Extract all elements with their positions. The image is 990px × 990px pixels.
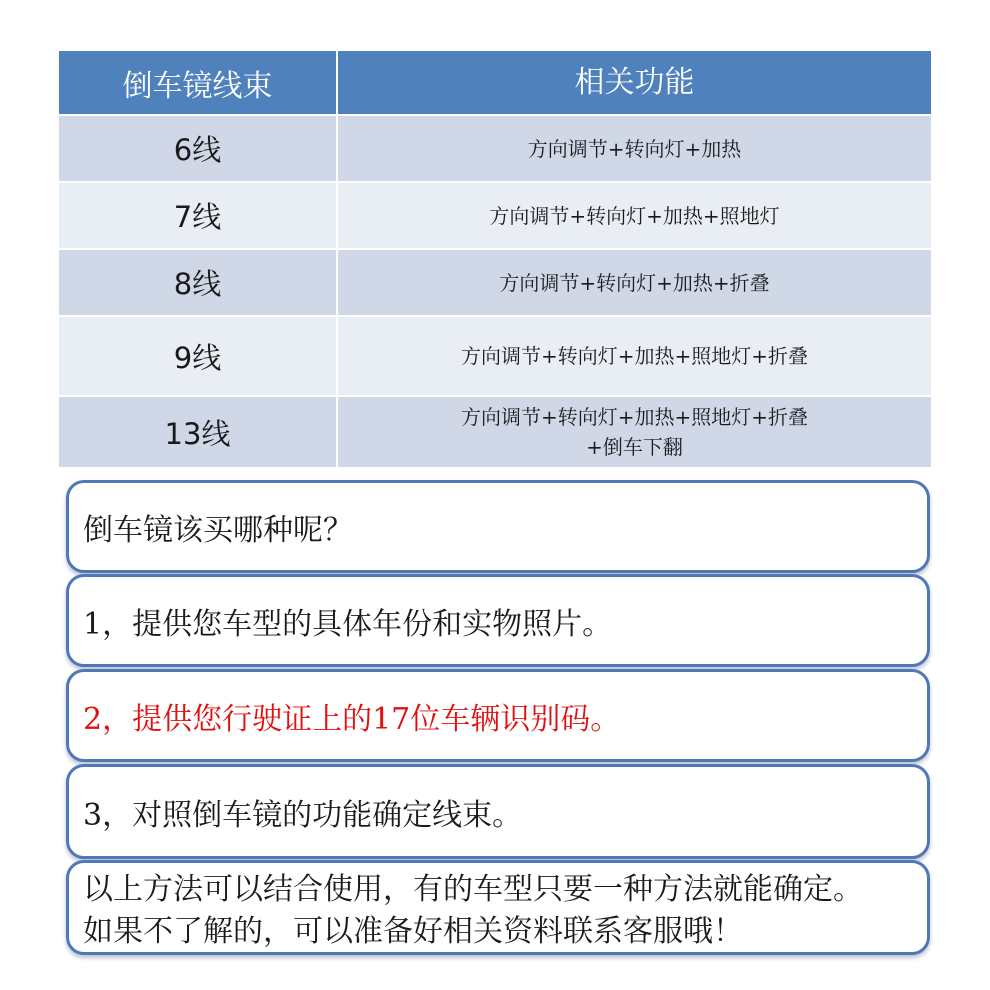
step1-box [66, 574, 930, 667]
step1-text: 1，提供您车型的具体年份和实物照片。 [83, 606, 613, 642]
note-box [66, 860, 930, 955]
harness-cell: 13线 [59, 397, 338, 467]
table-row [59, 397, 931, 467]
step2-box [66, 669, 930, 762]
note-line-1: 以上方法可以结合使用，有的车型只要一种方法就能确定。 [83, 872, 863, 907]
step3-text: 3，对照倒车镜的功能确定线束。 [83, 797, 523, 833]
functions-cell: 方向调节+转向灯+加热+折叠 [499, 270, 770, 295]
note-line-2: 如果不了解的，可以准备好相关资料联系客服哦！ [83, 914, 743, 949]
table-row [59, 250, 931, 317]
question-box [66, 480, 930, 573]
harness-table [59, 51, 931, 467]
harness-cell: 8线 [59, 250, 338, 315]
harness-cell: 9线 [59, 317, 338, 395]
step2-text: 2，提供您行驶证上的17位车辆识别码。 [83, 701, 621, 737]
table-header-row [59, 51, 931, 116]
table-row [59, 317, 931, 397]
harness-cell: 6线 [59, 116, 338, 181]
functions-cell: 方向调节+转向灯+加热+照地灯+折叠 [460, 344, 809, 368]
table-row [59, 183, 931, 250]
functions-cell: 方向调节+转向灯+加热+照地灯+折叠 +倒车下翻 [460, 405, 809, 459]
question-text: 倒车镜该买哪种呢？ [83, 512, 353, 548]
functions-cell: 方向调节+转向灯+加热+照地灯 [489, 203, 780, 228]
table-row [59, 116, 931, 183]
functions-cell: 方向调节+转向灯+加热 [527, 136, 742, 161]
step3-box [66, 764, 930, 859]
harness-cell: 7线 [59, 183, 338, 248]
header-harness: 倒车镜线束 [59, 51, 338, 114]
header-functions: 相关功能 [574, 64, 695, 100]
